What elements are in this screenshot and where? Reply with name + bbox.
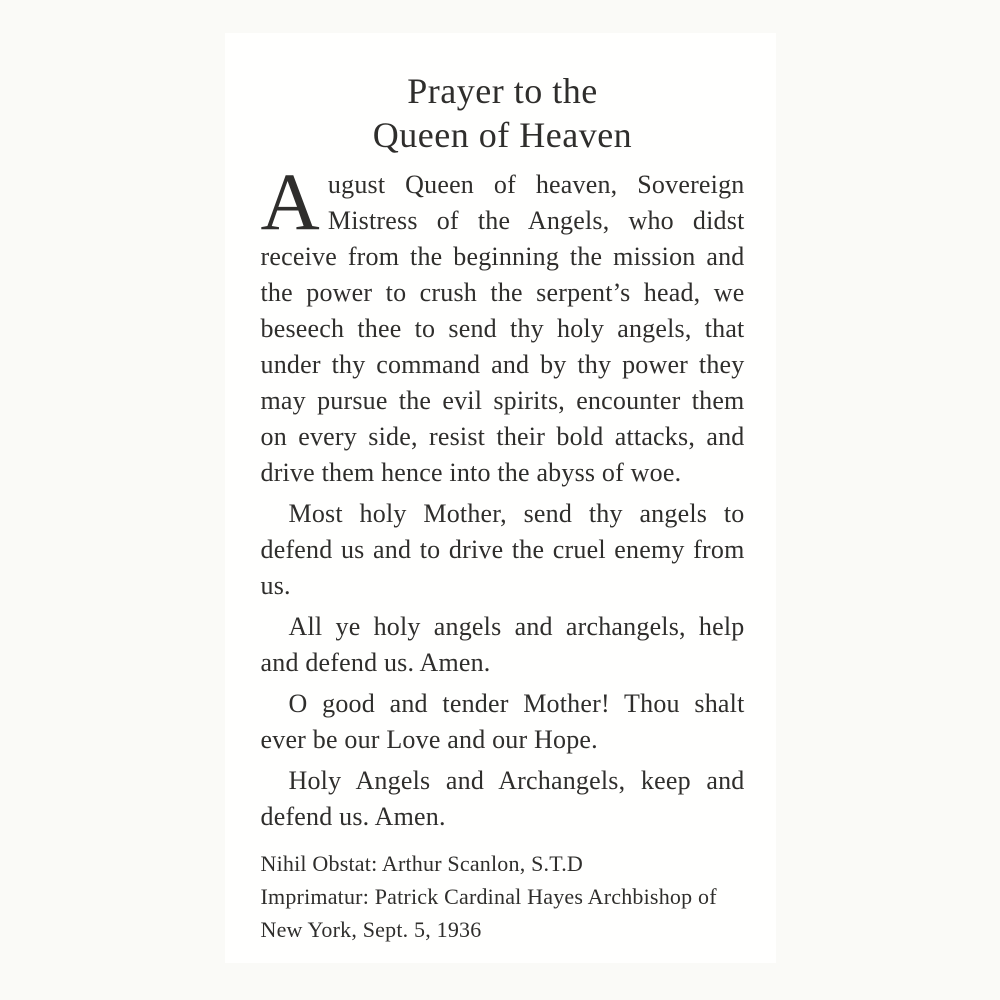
drop-cap-letter: A <box>260 156 320 247</box>
title-line-2: Queen of Heaven <box>372 115 633 155</box>
prayer-paragraph: All ye holy angels and archangels, help and defend us. Amen. <box>260 612 745 677</box>
prayer-paragraph: O good and tender Mother! Thou shalt ever be our Love and our Hope. <box>260 689 745 754</box>
opening-paragraph-text: ugust Queen of heaven, Sovereign Mistress of the Angels, who didst receive from the beginning the mission and the power to crush the serpent’s head, we beseech thee to send thy holy angels, that under thy command and by thy power they may pursue the evil spirits, encounter them on every side, resist their bold attacks, and drive them hence into the abyss of woe. <box>260 170 745 487</box>
prayer-paragraph: Holy Angels and Archangels, keep and defend us. Amen. <box>260 766 745 831</box>
imprimatur-line: Imprimatur: Patrick Cardinal Hayes Archbishop of New York, Sept. 5, 1936 <box>260 884 717 942</box>
prayer-body <box>260 156 745 835</box>
prayer-paragraph: Most holy Mother, send thy angels to defend us and to drive the cruel enemy from us. <box>260 499 745 600</box>
nihil-obstat-line: Nihil Obstat: Arthur Scanlon, S.T.D <box>260 851 584 876</box>
card-footer <box>261 847 745 946</box>
prayer-paragraph-opening <box>260 156 745 491</box>
title-line-1: Prayer to the <box>407 71 598 111</box>
card-title <box>261 69 745 157</box>
prayer-card <box>225 33 776 963</box>
